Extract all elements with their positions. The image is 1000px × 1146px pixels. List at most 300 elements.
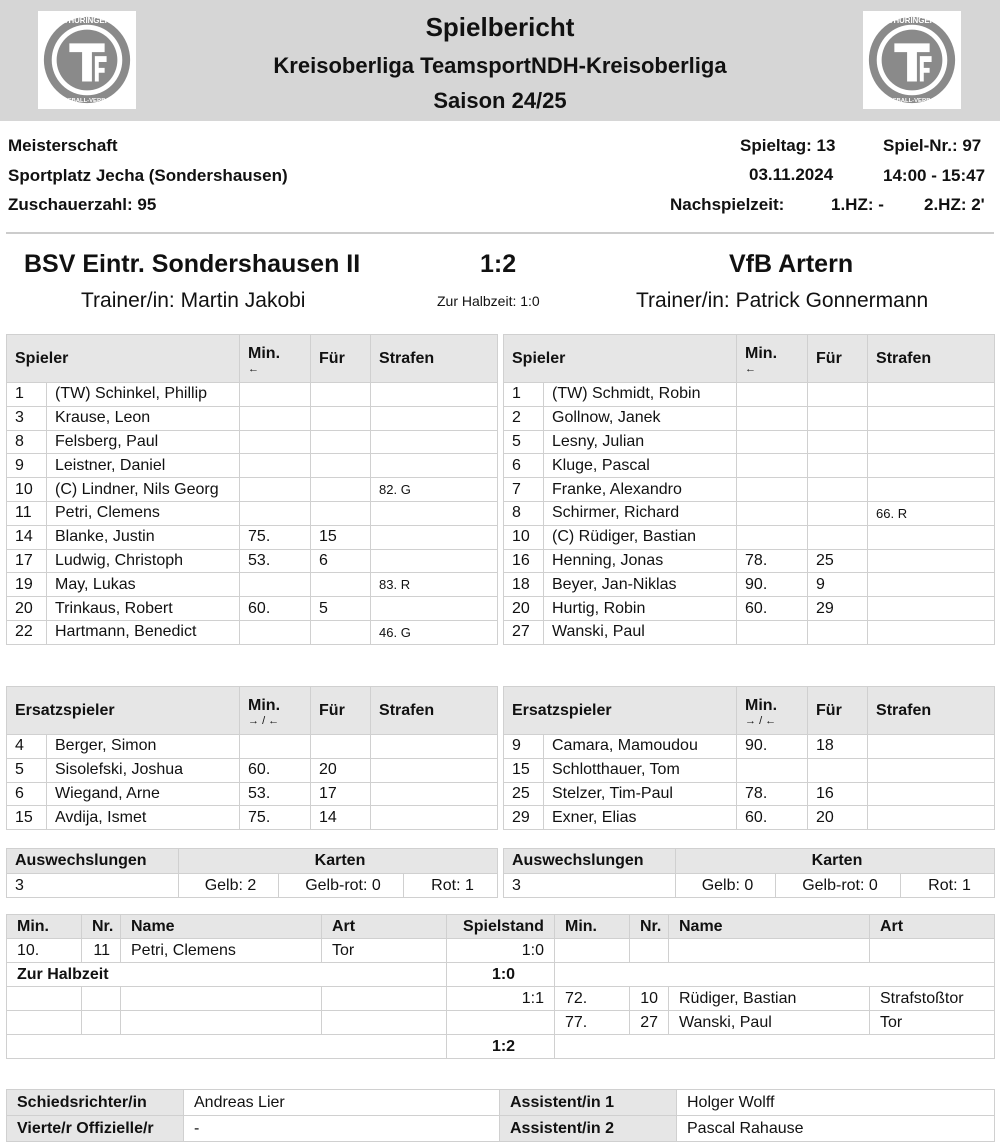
player-for bbox=[311, 383, 371, 407]
goal-score: 1:1 bbox=[447, 987, 555, 1011]
player-number: 14 bbox=[7, 525, 47, 549]
player-for: 29 bbox=[808, 597, 868, 621]
player-number: 17 bbox=[7, 549, 47, 573]
player-name: Avdija, Ismet bbox=[47, 806, 240, 830]
column-header-type: Art bbox=[322, 915, 447, 939]
player-penalty bbox=[371, 549, 498, 573]
player-for: 18 bbox=[808, 735, 868, 759]
fourth-official-name: - bbox=[184, 1116, 500, 1142]
player-minute bbox=[737, 430, 808, 454]
player-penalty bbox=[371, 501, 498, 525]
assistant-2-label: Assistent/in 2 bbox=[500, 1116, 677, 1142]
player-name: Berger, Simon bbox=[47, 735, 240, 759]
fourth-official-label: Vierte/r Offizielle/r bbox=[7, 1116, 184, 1142]
goal-player-number bbox=[630, 939, 669, 963]
goal-minute: 10. bbox=[7, 939, 82, 963]
goal-minute: 72. bbox=[555, 987, 630, 1011]
tfv-logo-icon bbox=[863, 11, 961, 109]
column-header-min: Min. → / ← bbox=[240, 687, 311, 735]
player-name: Hartmann, Benedict bbox=[47, 620, 240, 644]
table-row bbox=[7, 1090, 995, 1116]
home-substitutes-table bbox=[6, 686, 498, 830]
player-name: Sisolefski, Joshua bbox=[47, 758, 240, 782]
goal-type: Tor bbox=[870, 1011, 995, 1035]
goal-type: Strafstoßtor bbox=[870, 987, 995, 1011]
player-for bbox=[311, 573, 371, 597]
player-penalty bbox=[371, 454, 498, 478]
column-header-name: Name bbox=[121, 915, 322, 939]
halftime-score: 1:0 bbox=[447, 963, 555, 987]
player-name: Lesny, Julian bbox=[544, 430, 737, 454]
player-number: 7 bbox=[504, 478, 544, 502]
goal-player-number: 27 bbox=[630, 1011, 669, 1035]
player-number: 15 bbox=[504, 758, 544, 782]
table-row bbox=[7, 874, 498, 898]
empty-cell bbox=[555, 1035, 995, 1059]
goal-player-name bbox=[669, 939, 870, 963]
table-row bbox=[7, 501, 498, 525]
player-number: 11 bbox=[7, 501, 47, 525]
player-penalty: 83. R bbox=[371, 573, 498, 597]
player-number: 22 bbox=[7, 620, 47, 644]
table-row bbox=[7, 430, 498, 454]
player-name: Beyer, Jan-Niklas bbox=[544, 573, 737, 597]
player-name: Blanke, Justin bbox=[47, 525, 240, 549]
table-header-row bbox=[504, 335, 995, 383]
table-header-row bbox=[7, 915, 995, 939]
player-for: 20 bbox=[311, 758, 371, 782]
goal-player-name: Rüdiger, Bastian bbox=[669, 987, 870, 1011]
player-minute: 60. bbox=[737, 806, 808, 830]
table-row bbox=[7, 758, 498, 782]
player-name: Gollnow, Janek bbox=[544, 406, 737, 430]
player-name: Stelzer, Tim-Paul bbox=[544, 782, 737, 806]
player-name: Henning, Jonas bbox=[544, 549, 737, 573]
column-header-subs: Auswechslungen bbox=[7, 849, 179, 874]
column-header-for: Für bbox=[808, 687, 868, 735]
player-penalty bbox=[868, 454, 995, 478]
player-for: 5 bbox=[311, 597, 371, 621]
player-name: Petri, Clemens bbox=[47, 501, 240, 525]
table-row bbox=[7, 573, 498, 597]
player-for bbox=[808, 525, 868, 549]
player-minute bbox=[737, 501, 808, 525]
player-minute bbox=[240, 454, 311, 478]
final-row bbox=[7, 1035, 995, 1059]
table-row bbox=[504, 620, 995, 644]
player-penalty bbox=[868, 430, 995, 454]
player-minute bbox=[737, 525, 808, 549]
table-row bbox=[504, 501, 995, 525]
player-name: Ludwig, Christoph bbox=[47, 549, 240, 573]
column-header-for: Für bbox=[311, 335, 371, 383]
player-minute bbox=[737, 758, 808, 782]
home-summary-table bbox=[6, 848, 498, 898]
away-team-name: VfB Artern bbox=[729, 250, 854, 278]
season-title: Saison 24/25 bbox=[433, 88, 567, 113]
player-for bbox=[808, 383, 868, 407]
player-for bbox=[808, 406, 868, 430]
referee-name: Andreas Lier bbox=[184, 1090, 500, 1116]
table-row bbox=[504, 735, 995, 759]
table-row bbox=[504, 430, 995, 454]
player-for bbox=[808, 478, 868, 502]
player-for: 20 bbox=[808, 806, 868, 830]
report-header bbox=[0, 0, 1000, 121]
player-number: 9 bbox=[7, 454, 47, 478]
final-score-cell: 1:2 bbox=[447, 1035, 555, 1059]
table-row bbox=[7, 735, 498, 759]
yellow-red-cards: Gelb-rot: 0 bbox=[776, 874, 901, 898]
table-row bbox=[504, 758, 995, 782]
column-header-penalties: Strafen bbox=[868, 687, 995, 735]
home-lineup-table bbox=[6, 334, 498, 645]
divider bbox=[6, 232, 994, 234]
player-penalty bbox=[868, 735, 995, 759]
table-row bbox=[504, 406, 995, 430]
player-number: 8 bbox=[7, 430, 47, 454]
column-header-for: Für bbox=[311, 687, 371, 735]
player-penalty bbox=[371, 430, 498, 454]
table-header-row bbox=[7, 335, 498, 383]
player-for: 6 bbox=[311, 549, 371, 573]
match-date: 03.11.2024 bbox=[749, 165, 834, 184]
column-header-substitute: Ersatzspieler bbox=[504, 687, 737, 735]
table-row bbox=[504, 806, 995, 830]
assistant-1-name: Holger Wolff bbox=[677, 1090, 995, 1116]
column-header-nr: Nr. bbox=[630, 915, 669, 939]
player-name: (TW) Schinkel, Phillip bbox=[47, 383, 240, 407]
player-penalty bbox=[371, 406, 498, 430]
player-penalty bbox=[371, 597, 498, 621]
player-number: 10 bbox=[7, 478, 47, 502]
player-minute bbox=[240, 573, 311, 597]
player-minute bbox=[240, 478, 311, 502]
player-minute: 53. bbox=[240, 549, 311, 573]
referee-label: Schiedsrichter/in bbox=[7, 1090, 184, 1116]
column-header-for: Für bbox=[808, 335, 868, 383]
player-for bbox=[311, 478, 371, 502]
column-header-penalties: Strafen bbox=[868, 335, 995, 383]
away-summary-table bbox=[503, 848, 995, 898]
player-number: 6 bbox=[504, 454, 544, 478]
player-penalty bbox=[868, 806, 995, 830]
player-for bbox=[311, 735, 371, 759]
yellow-red-cards: Gelb-rot: 0 bbox=[279, 874, 404, 898]
player-penalty: 66. R bbox=[868, 501, 995, 525]
stoppage-label: Nachspielzeit: bbox=[670, 195, 785, 214]
player-for: 25 bbox=[808, 549, 868, 573]
goal-score: 1:0 bbox=[447, 939, 555, 963]
player-for bbox=[808, 454, 868, 478]
assistant-1-label: Assistent/in 1 bbox=[500, 1090, 677, 1116]
player-for bbox=[808, 430, 868, 454]
player-penalty bbox=[371, 525, 498, 549]
table-row bbox=[504, 549, 995, 573]
goal-player-number bbox=[82, 1011, 121, 1035]
player-penalty bbox=[371, 782, 498, 806]
player-for bbox=[808, 758, 868, 782]
away-lineup-table bbox=[503, 334, 995, 645]
away-substitutes-table bbox=[503, 686, 995, 830]
player-minute: 60. bbox=[240, 597, 311, 621]
player-penalty bbox=[371, 806, 498, 830]
table-row bbox=[504, 597, 995, 621]
player-minute: 75. bbox=[240, 525, 311, 549]
home-team-name: BSV Eintr. Sondershausen II bbox=[24, 250, 361, 278]
player-number: 2 bbox=[504, 406, 544, 430]
player-for: 15 bbox=[311, 525, 371, 549]
player-number: 19 bbox=[7, 573, 47, 597]
goal-player-number: 10 bbox=[630, 987, 669, 1011]
table-row bbox=[7, 406, 498, 430]
player-number: 10 bbox=[504, 525, 544, 549]
player-penalty bbox=[868, 597, 995, 621]
player-number: 16 bbox=[504, 549, 544, 573]
player-name: Wanski, Paul bbox=[544, 620, 737, 644]
page-title: Spielbericht bbox=[425, 12, 575, 42]
player-name: Hurtig, Robin bbox=[544, 597, 737, 621]
player-name: Krause, Leon bbox=[47, 406, 240, 430]
table-row bbox=[504, 874, 995, 898]
column-header-penalties: Strafen bbox=[371, 687, 498, 735]
player-penalty bbox=[868, 478, 995, 502]
table-header-row bbox=[504, 849, 995, 874]
match-time: 14:00 - 15:47 bbox=[883, 166, 986, 185]
yellow-cards: Gelb: 2 bbox=[179, 874, 279, 898]
player-name: Franke, Alexandro bbox=[544, 478, 737, 502]
table-header-row bbox=[504, 687, 995, 735]
player-for: 14 bbox=[311, 806, 371, 830]
player-minute bbox=[240, 620, 311, 644]
halftime-row bbox=[7, 963, 995, 987]
player-number: 29 bbox=[504, 806, 544, 830]
table-row bbox=[7, 525, 498, 549]
player-name: Schlotthauer, Tom bbox=[544, 758, 737, 782]
column-header-min: Min. → / ← bbox=[737, 687, 808, 735]
logo-text-bottom: FUSSBALL-VERBAND bbox=[55, 98, 119, 105]
player-minute: 60. bbox=[240, 758, 311, 782]
table-row bbox=[504, 525, 995, 549]
goal-minute: 77. bbox=[555, 1011, 630, 1035]
stoppage-second-half: 2.HZ: 2' bbox=[924, 195, 985, 214]
logo-text-bottom: FUSSBALL-VERBAND bbox=[880, 98, 944, 105]
player-number: 4 bbox=[7, 735, 47, 759]
table-row bbox=[7, 782, 498, 806]
column-header-name: Name bbox=[669, 915, 870, 939]
player-for bbox=[311, 501, 371, 525]
table-row bbox=[7, 383, 498, 407]
attendance: Zuschauerzahl: 95 bbox=[8, 195, 157, 214]
player-number: 5 bbox=[504, 430, 544, 454]
goal-type bbox=[322, 1011, 447, 1035]
column-header-min: Min. bbox=[555, 915, 630, 939]
player-minute bbox=[240, 735, 311, 759]
player-minute: 78. bbox=[737, 549, 808, 573]
table-row bbox=[7, 549, 498, 573]
table-row bbox=[504, 383, 995, 407]
column-header-subs: Auswechslungen bbox=[504, 849, 676, 874]
competition-type: Meisterschaft bbox=[8, 136, 118, 155]
player-number: 9 bbox=[504, 735, 544, 759]
column-header-nr: Nr. bbox=[82, 915, 121, 939]
column-header-cards: Karten bbox=[179, 849, 498, 874]
table-row bbox=[7, 806, 498, 830]
player-penalty bbox=[868, 525, 995, 549]
player-minute bbox=[240, 501, 311, 525]
column-header-cards: Karten bbox=[676, 849, 995, 874]
player-for bbox=[311, 406, 371, 430]
player-number: 3 bbox=[7, 406, 47, 430]
table-row bbox=[7, 597, 498, 621]
column-header-player: Spieler bbox=[504, 335, 737, 383]
player-number: 18 bbox=[504, 573, 544, 597]
goal-minute bbox=[7, 1011, 82, 1035]
player-penalty bbox=[868, 406, 995, 430]
column-header-type: Art bbox=[870, 915, 995, 939]
player-name: Kluge, Pascal bbox=[544, 454, 737, 478]
goal-player-name bbox=[121, 1011, 322, 1035]
table-row bbox=[7, 987, 995, 1011]
player-minute bbox=[737, 620, 808, 644]
player-number: 1 bbox=[7, 383, 47, 407]
player-for bbox=[311, 430, 371, 454]
player-number: 15 bbox=[7, 806, 47, 830]
assistant-2-name: Pascal Rahause bbox=[677, 1116, 995, 1142]
player-minute bbox=[737, 406, 808, 430]
table-row bbox=[7, 1011, 995, 1035]
goal-player-name: Petri, Clemens bbox=[121, 939, 322, 963]
player-minute bbox=[737, 383, 808, 407]
player-penalty bbox=[868, 620, 995, 644]
player-penalty: 82. G bbox=[371, 478, 498, 502]
goal-player-name bbox=[121, 987, 322, 1011]
player-minute: 53. bbox=[240, 782, 311, 806]
home-coach: Trainer/in: Martin Jakobi bbox=[81, 289, 306, 312]
halftime-label: Zur Halbzeit bbox=[7, 963, 447, 987]
tfv-logo-right bbox=[863, 11, 961, 109]
goal-player-name: Wanski, Paul bbox=[669, 1011, 870, 1035]
player-name: Exner, Elias bbox=[544, 806, 737, 830]
table-row bbox=[7, 1116, 995, 1142]
column-header-min: Min. bbox=[7, 915, 82, 939]
away-coach: Trainer/in: Patrick Gonnermann bbox=[636, 289, 929, 312]
column-header-penalties: Strafen bbox=[371, 335, 498, 383]
player-minute: 60. bbox=[737, 597, 808, 621]
table-header-row bbox=[7, 687, 498, 735]
player-name: (TW) Schmidt, Robin bbox=[544, 383, 737, 407]
yellow-cards: Gelb: 0 bbox=[676, 874, 776, 898]
player-minute bbox=[737, 478, 808, 502]
player-minute bbox=[240, 383, 311, 407]
player-penalty bbox=[868, 782, 995, 806]
player-name: Wiegand, Arne bbox=[47, 782, 240, 806]
player-for: 17 bbox=[311, 782, 371, 806]
goal-minute bbox=[555, 939, 630, 963]
table-row bbox=[7, 939, 995, 963]
stoppage-first-half: 1.HZ: - bbox=[831, 195, 884, 214]
table-row bbox=[504, 478, 995, 502]
player-penalty bbox=[371, 383, 498, 407]
player-penalty bbox=[868, 758, 995, 782]
column-header-min: Min. ← bbox=[737, 335, 808, 383]
player-number: 20 bbox=[504, 597, 544, 621]
goal-type: Tor bbox=[322, 939, 447, 963]
player-minute: 90. bbox=[737, 573, 808, 597]
player-penalty bbox=[868, 383, 995, 407]
table-row bbox=[7, 478, 498, 502]
subs-count: 3 bbox=[504, 874, 676, 898]
goals-table bbox=[6, 914, 995, 1059]
table-row bbox=[504, 782, 995, 806]
player-for bbox=[808, 501, 868, 525]
player-name: Leistner, Daniel bbox=[47, 454, 240, 478]
player-number: 1 bbox=[504, 383, 544, 407]
empty-cell bbox=[7, 1035, 447, 1059]
player-for bbox=[311, 454, 371, 478]
player-name: Trinkaus, Robert bbox=[47, 597, 240, 621]
player-for bbox=[808, 620, 868, 644]
table-header-row bbox=[7, 849, 498, 874]
player-penalty: 46. G bbox=[371, 620, 498, 644]
column-header-player: Spieler bbox=[7, 335, 240, 383]
goal-player-number bbox=[82, 987, 121, 1011]
table-row bbox=[504, 573, 995, 597]
player-number: 8 bbox=[504, 501, 544, 525]
player-for: 9 bbox=[808, 573, 868, 597]
player-number: 6 bbox=[7, 782, 47, 806]
table-row bbox=[7, 620, 498, 644]
column-header-min: Min. ← bbox=[240, 335, 311, 383]
player-name: Felsberg, Paul bbox=[47, 430, 240, 454]
player-name: (C) Lindner, Nils Georg bbox=[47, 478, 240, 502]
goal-score bbox=[447, 1011, 555, 1035]
player-penalty bbox=[371, 758, 498, 782]
player-for: 16 bbox=[808, 782, 868, 806]
venue: Sportplatz Jecha (Sondershausen) bbox=[8, 166, 288, 185]
player-penalty bbox=[868, 549, 995, 573]
column-header-substitute: Ersatzspieler bbox=[7, 687, 240, 735]
player-minute bbox=[737, 454, 808, 478]
player-penalty bbox=[371, 735, 498, 759]
player-number: 20 bbox=[7, 597, 47, 621]
player-name: May, Lukas bbox=[47, 573, 240, 597]
player-number: 25 bbox=[504, 782, 544, 806]
player-minute bbox=[240, 430, 311, 454]
game-number: Spiel-Nr.: 97 bbox=[883, 136, 982, 155]
goal-type bbox=[870, 939, 995, 963]
player-minute: 78. bbox=[737, 782, 808, 806]
league-title: Kreisoberliga TeamsportNDH-Kreisoberliga bbox=[273, 53, 727, 78]
goal-minute bbox=[7, 987, 82, 1011]
subs-count: 3 bbox=[7, 874, 179, 898]
player-penalty bbox=[868, 573, 995, 597]
red-cards: Rot: 1 bbox=[404, 874, 498, 898]
goal-player-number: 11 bbox=[82, 939, 121, 963]
final-score: 1:2 bbox=[480, 250, 517, 278]
table-row bbox=[7, 454, 498, 478]
player-number: 5 bbox=[7, 758, 47, 782]
player-minute: 90. bbox=[737, 735, 808, 759]
logo-text-top: THÜRINGER bbox=[888, 15, 936, 25]
goal-type bbox=[322, 987, 447, 1011]
player-name: (C) Rüdiger, Bastian bbox=[544, 525, 737, 549]
empty-cell bbox=[555, 963, 995, 987]
logo-text-top: THÜRINGER bbox=[63, 15, 111, 25]
player-name: Camara, Mamoudou bbox=[544, 735, 737, 759]
red-cards: Rot: 1 bbox=[901, 874, 995, 898]
player-minute: 75. bbox=[240, 806, 311, 830]
